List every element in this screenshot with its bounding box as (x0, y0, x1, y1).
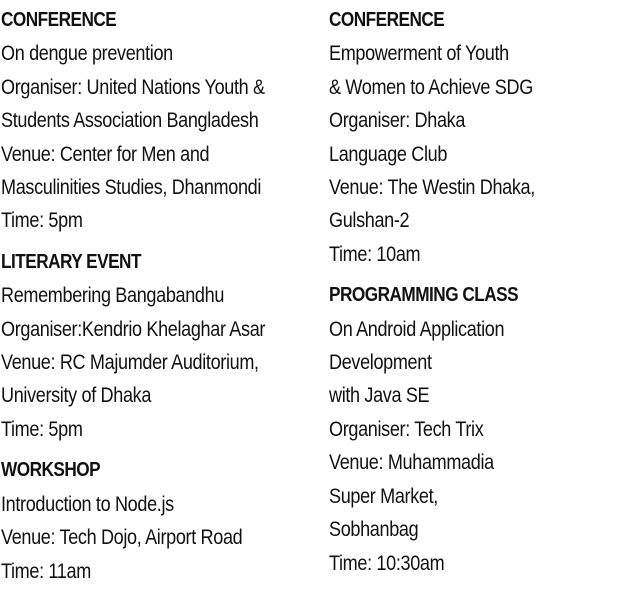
event-organiser: Organiser: Tech Trix (329, 417, 484, 441)
event-title: WORKSHOP (1, 459, 101, 482)
event-programming-class (329, 279, 629, 580)
event-description: Empowerment of Youth (329, 42, 509, 66)
event-description-continued: with Java SE (329, 384, 430, 408)
event-conference-dengue (1, 4, 301, 238)
event-venue: Venue: Center for Men and (1, 142, 210, 166)
event-venue: Venue: The Westin Dhaka, (329, 176, 535, 200)
right-column (329, 4, 629, 588)
event-venue: Venue: Tech Dojo, Airport Road (1, 526, 243, 550)
event-venue: Venue: RC Majumder Auditorium, (1, 351, 259, 375)
event-title: CONFERENCE (1, 9, 117, 31)
event-title: LITERARY EVENT (1, 250, 141, 273)
event-title: CONFERENCE (329, 9, 445, 31)
event-description: Remembering Bangabandhu (1, 284, 225, 308)
event-venue-continued: Gulshan-2 (329, 209, 410, 233)
event-organiser-continued: Students Association Bangladesh (1, 109, 259, 133)
event-organiser: Organiser: United Nations Youth & (1, 75, 265, 99)
event-venue-continued: University of Dhaka (1, 384, 152, 408)
left-column (1, 4, 301, 596)
event-venue: Venue: Muhammadia (329, 451, 494, 475)
event-conference-youth (329, 4, 629, 271)
event-time: Time: 11am (1, 559, 91, 583)
event-time: Time: 10am (329, 242, 421, 266)
event-literary (1, 246, 301, 446)
event-description-continued: Development (329, 351, 432, 375)
event-description-continued: & Women to Achieve SDG (329, 75, 533, 99)
event-title: PROGRAMMING CLASS (329, 284, 519, 307)
event-organiser: Organiser:Kendrio Khelaghar Asar (1, 317, 266, 341)
event-organiser: Organiser: Dhaka (329, 109, 466, 133)
event-description: Introduction to Node.js (1, 492, 174, 516)
event-organiser-continued: Language Club (329, 142, 448, 166)
event-time: Time: 5pm (1, 209, 83, 233)
event-time: Time: 5pm (1, 417, 83, 441)
event-description: On Android Application (329, 317, 505, 341)
event-time: Time: 10:30am (329, 551, 445, 575)
event-venue-continued: Super Market, (329, 484, 438, 508)
event-description: On dengue prevention (1, 42, 173, 66)
event-workshop (1, 454, 301, 588)
event-venue-continued: Masculinities Studies, Dhanmondi (1, 176, 262, 200)
event-venue-continued: Sobhanbag (329, 518, 419, 542)
